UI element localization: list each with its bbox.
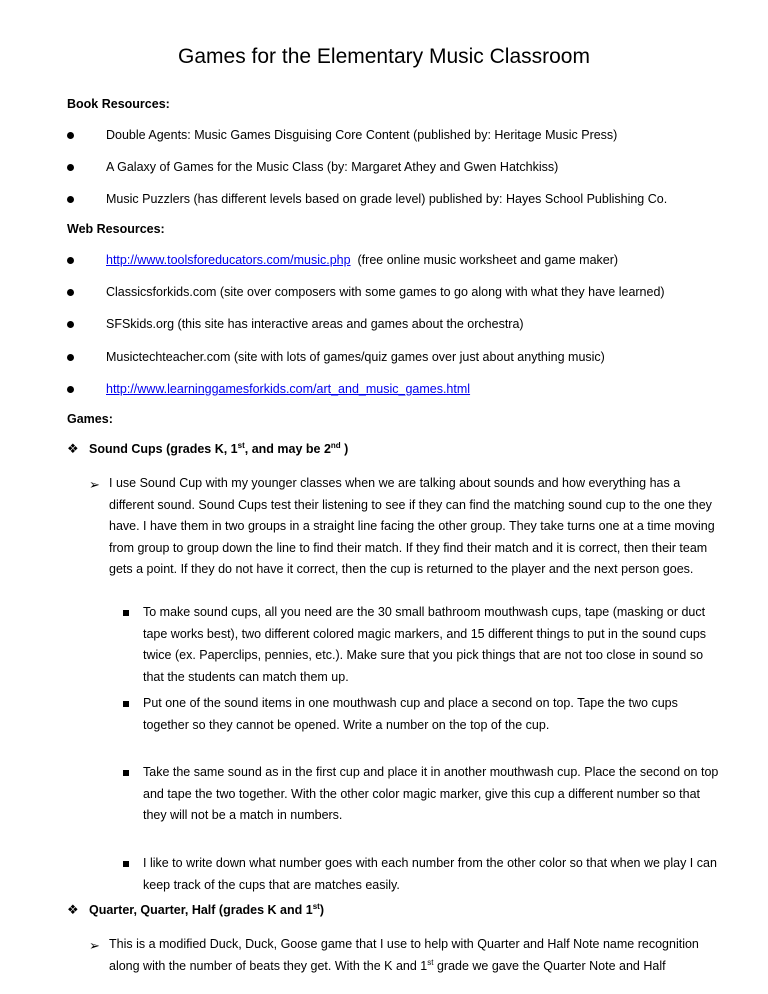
book-item: Music Puzzlers (has different levels based on grade level) published by: Hayes School Publishing Co.	[106, 192, 668, 206]
diamond-bullet-icon: ❖	[67, 441, 79, 456]
web-item	[106, 381, 708, 397]
bullet-icon	[67, 164, 74, 171]
square-bullet-icon	[123, 861, 129, 867]
bullet-icon	[67, 321, 74, 328]
bullet-icon	[67, 289, 74, 296]
square-bullet-icon	[123, 610, 129, 616]
book-item: A Galaxy of Games for the Music Class (by: Margaret Athey and Gwen Hatchkiss)	[106, 160, 559, 174]
bullet-icon	[67, 132, 74, 139]
arrow-bullet-icon: ➢	[89, 477, 100, 492]
sound-cups-step: Take the same sound as in the first cup and place it in another mouthwash cup. Place the second on top and tape the two together. With the other color magic marker, give this cup a different number so that they will not be a match in numbers.	[143, 765, 719, 822]
games-heading: Games:	[67, 412, 113, 426]
book-item: Double Agents: Music Games Disguising Core Content (published by: Heritage Music Press)	[106, 128, 618, 142]
bullet-icon	[67, 354, 74, 361]
learninggames-link[interactable]: http://www.learninggamesforkids.com/art_and_music_games.html	[106, 382, 471, 396]
toolsforeducators-link[interactable]: http://www.toolsforeducators.com/music.php	[106, 253, 351, 267]
arrow-bullet-icon: ➢	[89, 938, 100, 953]
book-resources-heading: Book Resources:	[67, 97, 170, 111]
bullet-icon	[67, 386, 74, 393]
diamond-bullet-icon: ❖	[67, 902, 79, 917]
sound-cups-step: Put one of the sound items in one mouthwash cup and place a second on top. Tape the two cups together so they cannot be opened. Write a number on the top of the cup.	[143, 696, 678, 732]
web-item: Classicsforkids.com (site over composers with some games to go along with what they have learned)	[106, 285, 665, 299]
web-item-note: (free online music worksheet and game maker)	[357, 253, 619, 267]
bullet-icon	[67, 196, 74, 203]
sound-cups-description: I use Sound Cup with my younger classes when we are talking about sounds and how everything has a different sound. Sound Cups test their listening to see if they can find the matching sound cup to the one they have. I have them in two groups in a straight line facing the other group. They take turns one at a time moving from group to group down the line to find their match. If they find their match and it is correct, then their team gets a point. If they do not have it correct, then the cup is returned to the player and the next person goes.	[109, 476, 715, 576]
web-item: Musictechteacher.com (site with lots of games/quiz games over just about anything music)	[106, 350, 605, 364]
web-item: SFSkids.org (this site has interactive areas and games about the orchestra)	[106, 317, 524, 331]
web-item	[106, 252, 708, 268]
square-bullet-icon	[123, 701, 129, 707]
bullet-icon	[67, 257, 74, 264]
square-bullet-icon	[123, 770, 129, 776]
web-resources-heading: Web Resources:	[67, 222, 165, 236]
qqh-heading: Quarter, Quarter, Half (grades K and 1st)	[89, 901, 324, 917]
sound-cups-step: To make sound cups, all you need are the 30 small bathroom mouthwash cups, tape (masking or duct tape works best), two different colored magic markers, and 15 different things to put in the sound cups twice (ex. Paperclips, pennies, etc.). Make sure that you pick things that are not too close in sound so that the students can match them up.	[143, 605, 707, 684]
sound-cups-heading: Sound Cups (grades K, 1st, and may be 2nd )	[89, 440, 349, 456]
qqh-description: This is a modified Duck, Duck, Goose game that I use to help with Quarter and Half Note name recognition along with the number of beats they get. With the K and 1st grade we gave the Quarter Note and Half	[109, 937, 699, 973]
page-title: Games for the Elementary Music Classroom	[178, 45, 590, 68]
sound-cups-step: I like to write down what number goes with each number from the other color so that when we play I can keep track of the cups that are matches easily.	[143, 856, 717, 892]
